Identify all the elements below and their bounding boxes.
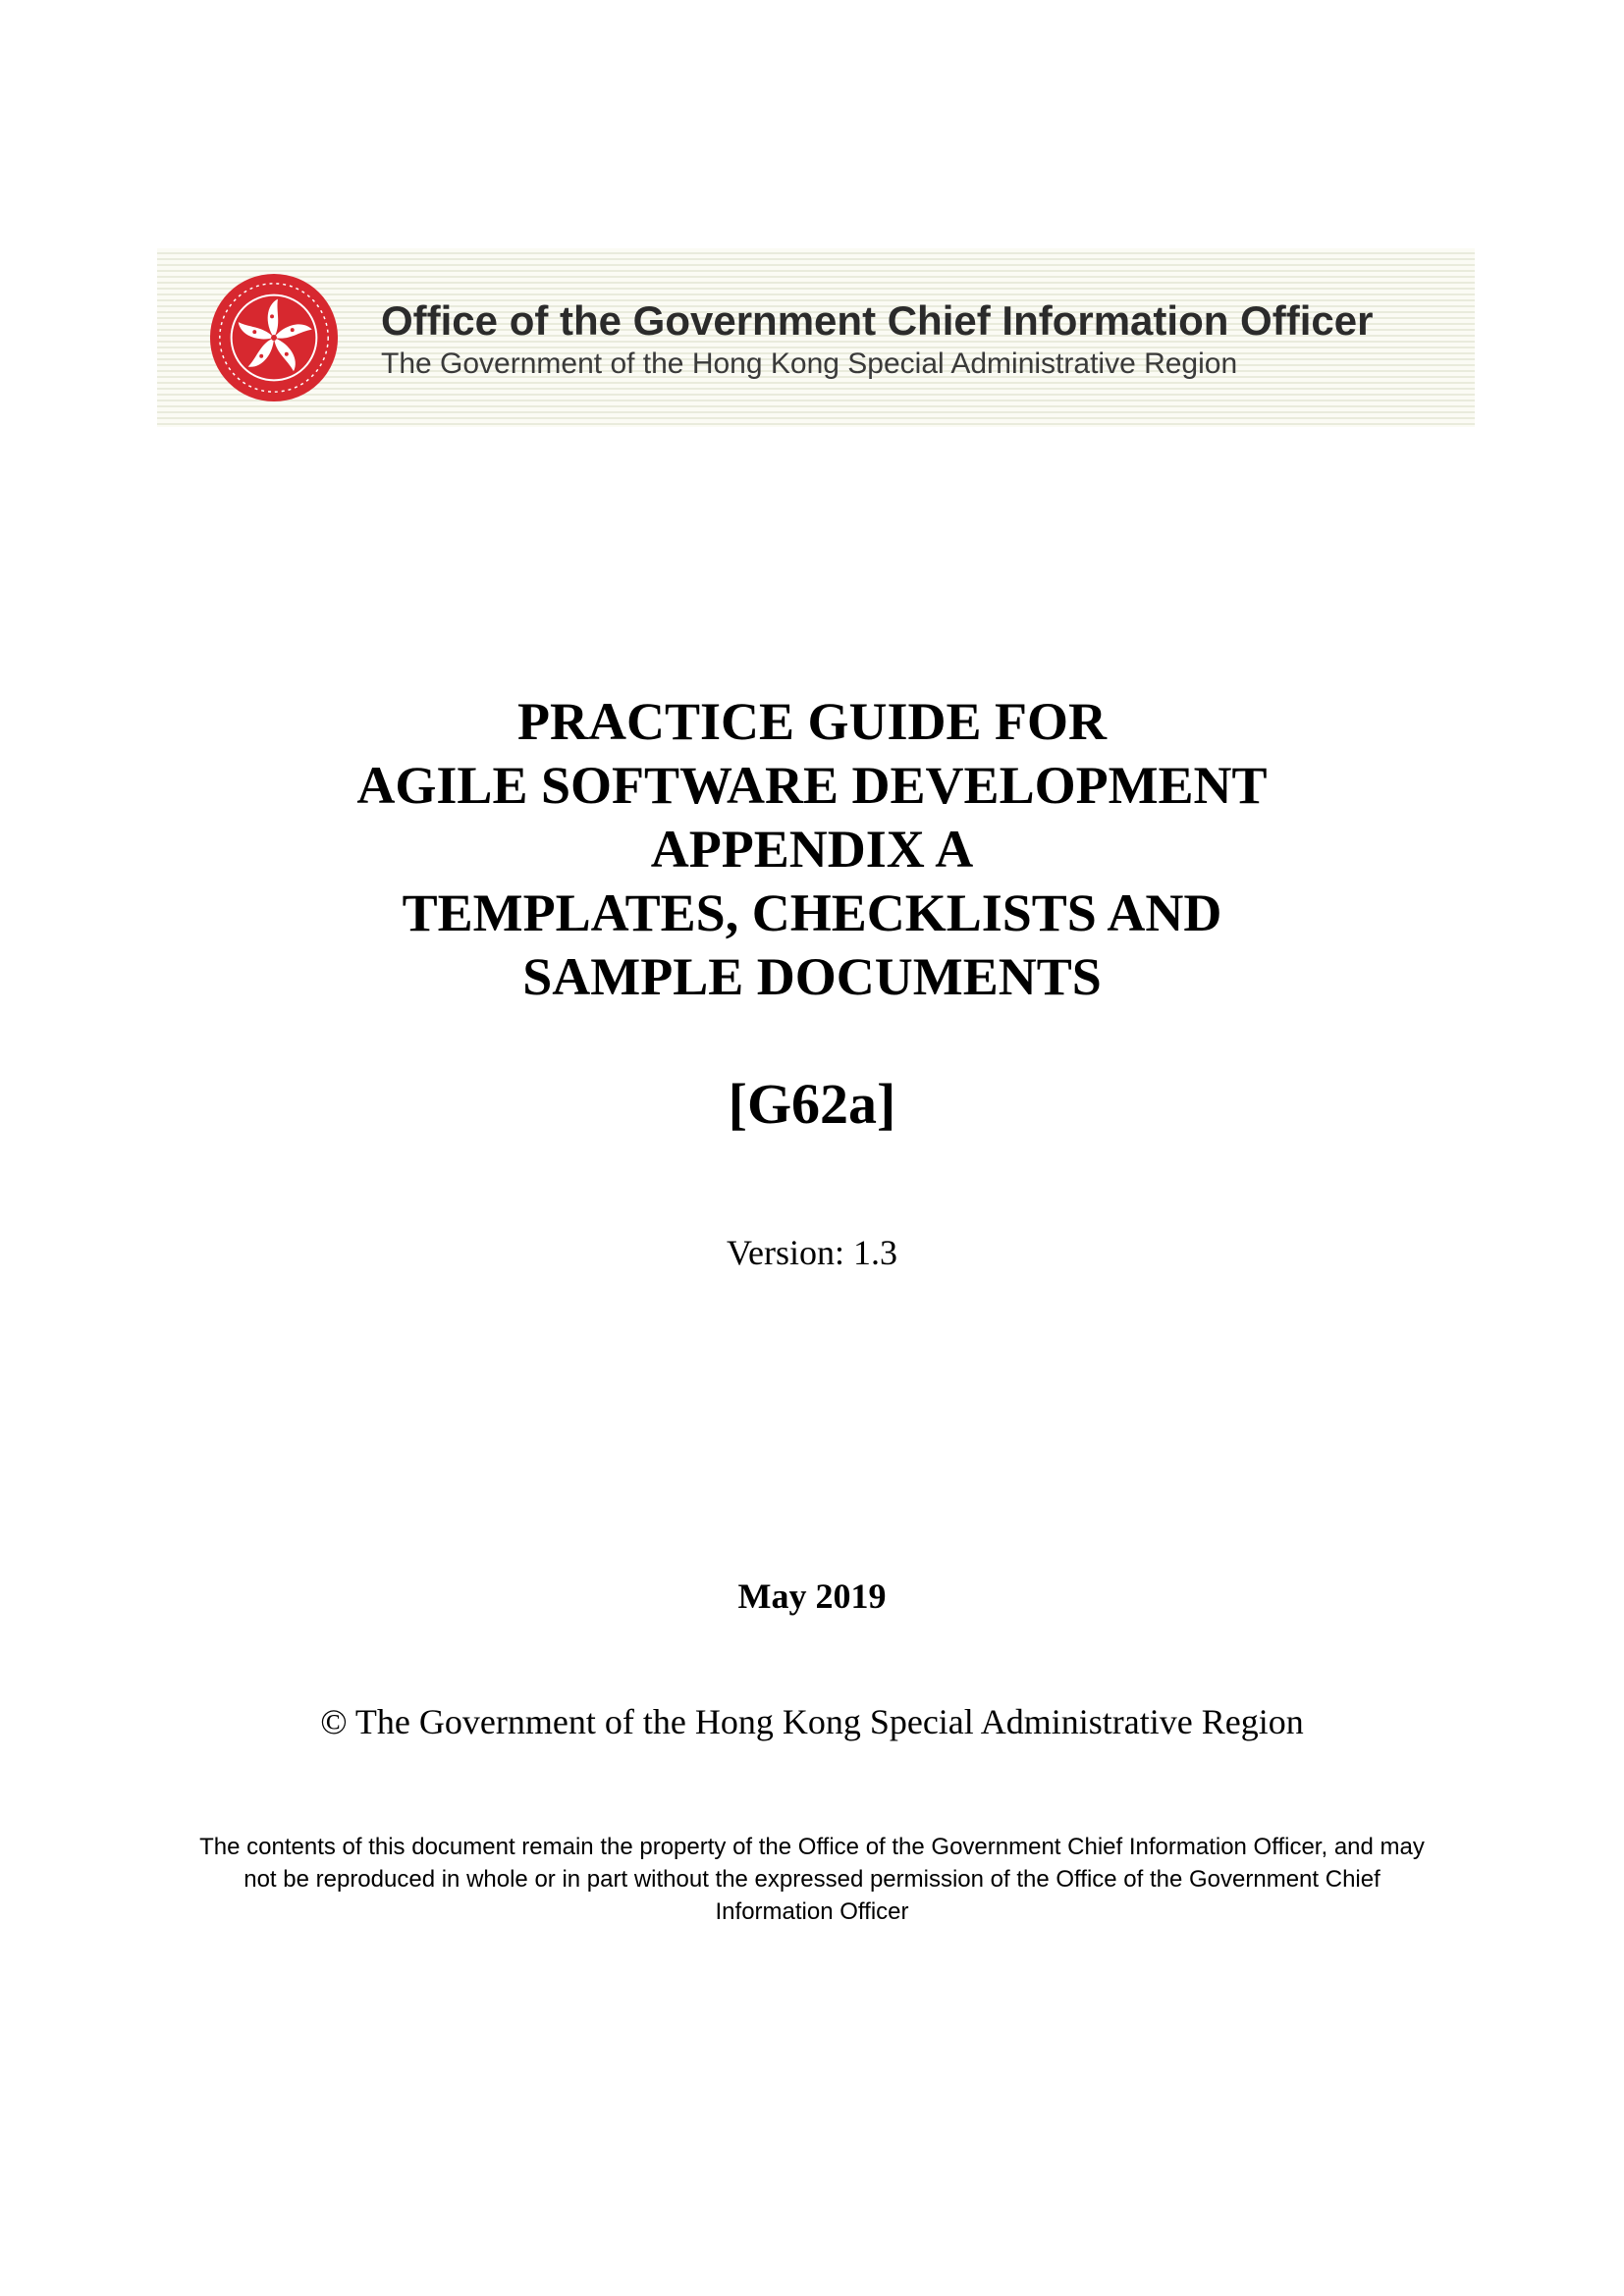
title-line: PRACTICE GUIDE FOR	[516, 692, 1108, 751]
ogcio-banner	[157, 248, 1475, 427]
document-code: [G62a]	[728, 1072, 896, 1136]
document-version: Version: 1.3	[727, 1233, 897, 1272]
title-line: TEMPLATES, CHECKLISTS AND	[402, 883, 1222, 942]
document-title	[0, 690, 1624, 1009]
title-line: SAMPLE DOCUMENTS	[522, 947, 1102, 1006]
title-line: APPENDIX A	[650, 820, 974, 879]
disclaimer-text: The contents of this document remain the property of the Office of the Government Chief Information Officer, and may not be reproduced in whole or in part without the expressed permission of the Office of the Government Chief Information Officer	[199, 1834, 1425, 1925]
title-line: AGILE SOFTWARE DEVELOPMENT	[356, 756, 1268, 815]
hksar-emblem-icon	[206, 270, 342, 405]
banner-subtitle: The Government of the Hong Kong Special Administrative Region	[381, 347, 1238, 380]
publication-date: May 2019	[737, 1576, 887, 1616]
banner-title: Office of the Government Chief Information Officer	[381, 297, 1374, 344]
copyright-notice: © The Government of the Hong Kong Special Administrative Region	[320, 1702, 1304, 1741]
